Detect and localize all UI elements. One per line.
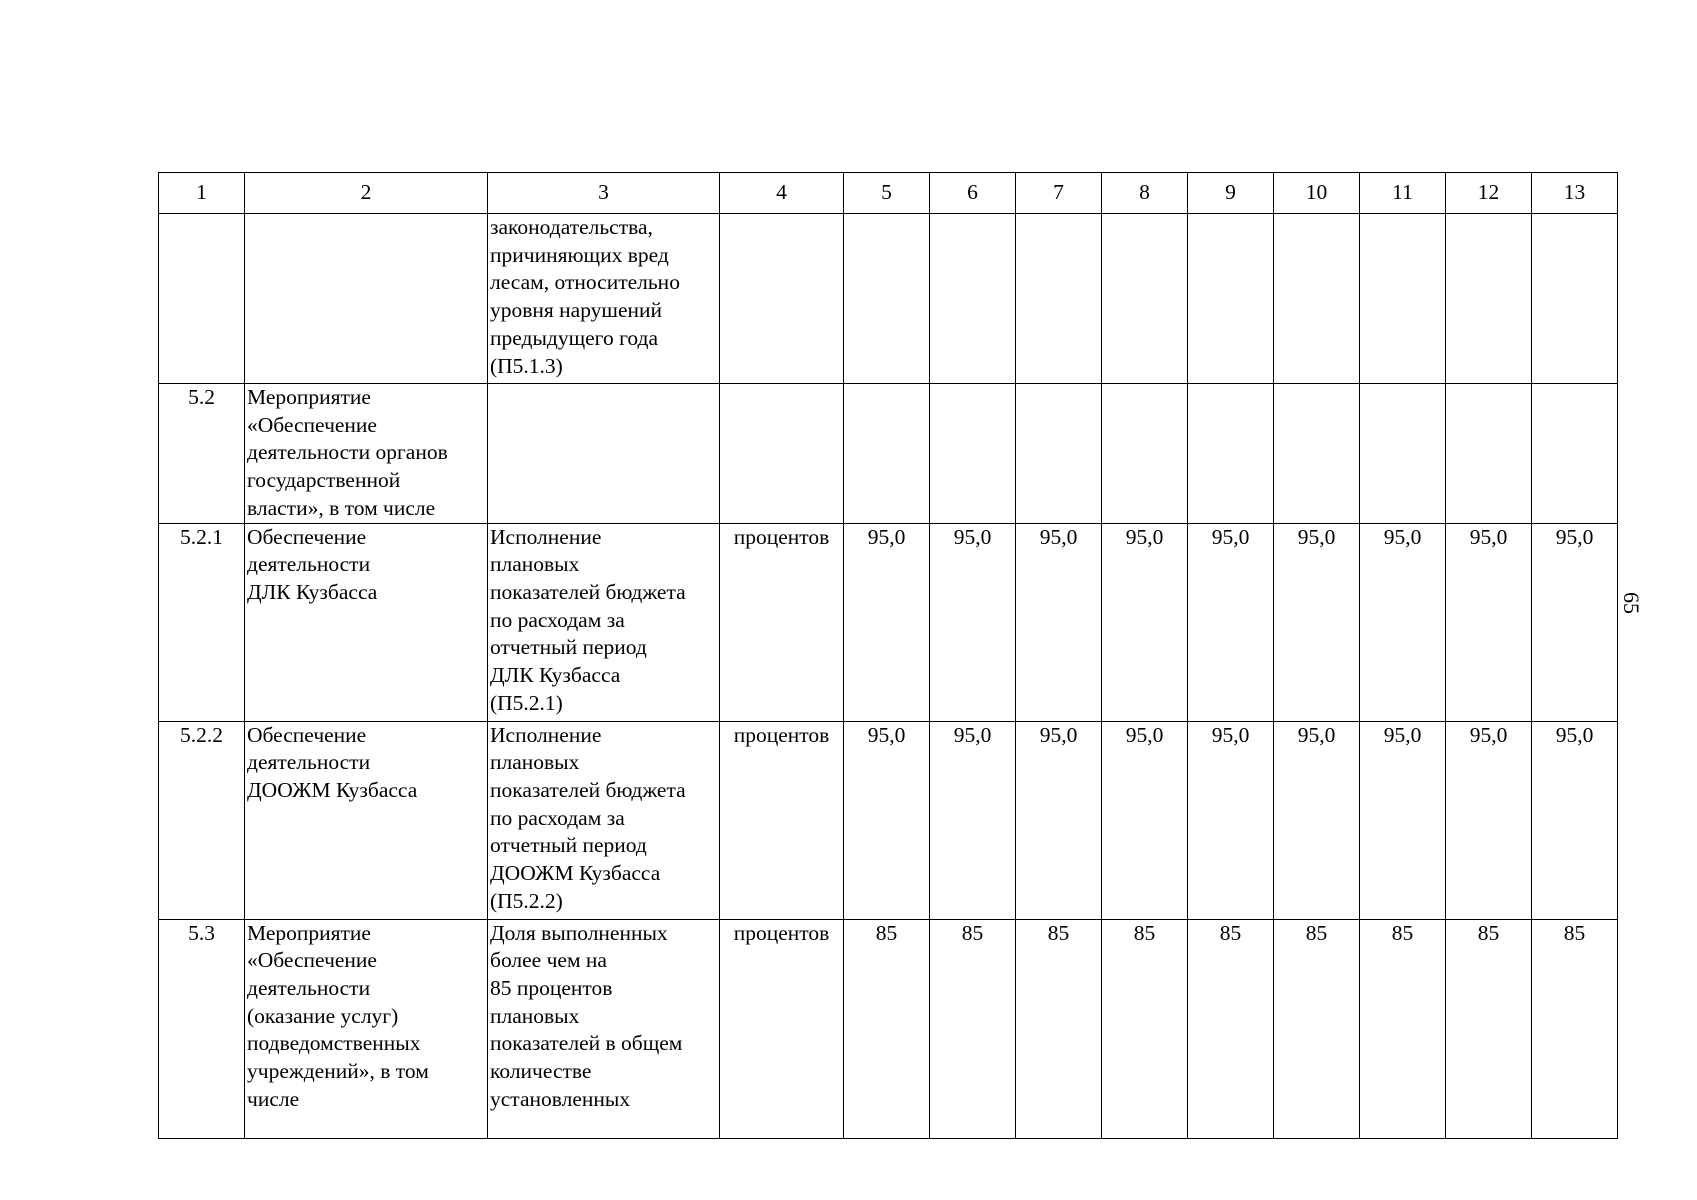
- value-cell: 85: [1188, 919, 1274, 1138]
- indicator-name-cell: Исполнение плановых показателей бюджета по расходам за отчетный период ДООЖМ Кузбасса (П5.2.2): [488, 721, 720, 919]
- row-number-cell: 5.2: [159, 384, 245, 524]
- value-cell: 95,0: [1102, 721, 1188, 919]
- column-header: 11: [1360, 173, 1446, 214]
- table-row: [159, 384, 1618, 524]
- value-cell: 95,0: [1102, 523, 1188, 721]
- value-cell: [930, 214, 1016, 384]
- table-row: [159, 523, 1618, 721]
- header-row: [159, 173, 1618, 214]
- value-cell: [1532, 214, 1618, 384]
- value-cell: 95,0: [1446, 721, 1532, 919]
- measure-name-cell: Мероприятие «Обеспечение деятельности (оказание услуг) подведомственных учреждений», в том числе: [245, 919, 488, 1138]
- table-body: [159, 214, 1618, 1139]
- value-cell: 85: [1102, 919, 1188, 1138]
- table-header: [159, 173, 1618, 214]
- column-header: 9: [1188, 173, 1274, 214]
- value-cell: 85: [930, 919, 1016, 1138]
- value-cell: 85: [1274, 919, 1360, 1138]
- value-cell: 95,0: [1532, 721, 1618, 919]
- column-header: 13: [1532, 173, 1618, 214]
- table-row: [159, 721, 1618, 919]
- indicator-table: [158, 172, 1618, 1139]
- value-cell: 85: [1016, 919, 1102, 1138]
- value-cell: [1360, 384, 1446, 524]
- value-cell: [1274, 384, 1360, 524]
- value-cell: 85: [1360, 919, 1446, 1138]
- value-cell: 95,0: [1016, 721, 1102, 919]
- indicator-name-cell: Доля выполненных более чем на 85 процентов плановых показателей в общем количестве установленных: [488, 919, 720, 1138]
- column-header: 7: [1016, 173, 1102, 214]
- value-cell: [1102, 214, 1188, 384]
- indicator-name-cell: законодательства, причиняющих вред лесам, относительно уровня нарушений предыдущего года (П5.1.3): [488, 214, 720, 384]
- value-cell: [1188, 384, 1274, 524]
- value-cell: 95,0: [1446, 523, 1532, 721]
- value-cell: 85: [844, 919, 930, 1138]
- unit-cell: [720, 214, 844, 384]
- table-row: [159, 919, 1618, 1138]
- indicator-name-cell: Исполнение плановых показателей бюджета по расходам за отчетный период ДЛК Кузбасса (П5.2.1): [488, 523, 720, 721]
- value-cell: [844, 384, 930, 524]
- value-cell: 95,0: [844, 721, 930, 919]
- value-cell: 95,0: [1016, 523, 1102, 721]
- row-number-cell: [159, 214, 245, 384]
- measure-name-cell: [245, 214, 488, 384]
- column-header: 4: [720, 173, 844, 214]
- column-header: 3: [488, 173, 720, 214]
- value-cell: 85: [1532, 919, 1618, 1138]
- value-cell: 95,0: [930, 523, 1016, 721]
- page-number: 65: [1619, 592, 1644, 614]
- value-cell: 95,0: [1274, 721, 1360, 919]
- value-cell: [1016, 384, 1102, 524]
- unit-cell: процентов: [720, 919, 844, 1138]
- value-cell: [1274, 214, 1360, 384]
- value-cell: 95,0: [1360, 523, 1446, 721]
- table-row: [159, 214, 1618, 384]
- column-header: 8: [1102, 173, 1188, 214]
- row-number-cell: 5.2.2: [159, 721, 245, 919]
- value-cell: [1446, 384, 1532, 524]
- value-cell: 95,0: [1274, 523, 1360, 721]
- value-cell: 95,0: [844, 523, 930, 721]
- value-cell: [930, 384, 1016, 524]
- unit-cell: процентов: [720, 523, 844, 721]
- row-number-cell: 5.2.1: [159, 523, 245, 721]
- value-cell: [1188, 214, 1274, 384]
- value-cell: 95,0: [1360, 721, 1446, 919]
- measure-name-cell: Обеспечение деятельности ДЛК Кузбасса: [245, 523, 488, 721]
- value-cell: 85: [1446, 919, 1532, 1138]
- value-cell: [1102, 384, 1188, 524]
- column-header: 1: [159, 173, 245, 214]
- value-cell: [844, 214, 930, 384]
- value-cell: [1532, 384, 1618, 524]
- value-cell: [1016, 214, 1102, 384]
- value-cell: 95,0: [1188, 523, 1274, 721]
- value-cell: [1446, 214, 1532, 384]
- value-cell: [1360, 214, 1446, 384]
- column-header: 5: [844, 173, 930, 214]
- column-header: 2: [245, 173, 488, 214]
- unit-cell: [720, 384, 844, 524]
- measure-name-cell: Обеспечение деятельности ДООЖМ Кузбасса: [245, 721, 488, 919]
- column-header: 6: [930, 173, 1016, 214]
- unit-cell: процентов: [720, 721, 844, 919]
- indicator-name-cell: [488, 384, 720, 524]
- value-cell: 95,0: [1532, 523, 1618, 721]
- row-number-cell: 5.3: [159, 919, 245, 1138]
- column-header: 10: [1274, 173, 1360, 214]
- value-cell: 95,0: [930, 721, 1016, 919]
- column-header: 12: [1446, 173, 1532, 214]
- value-cell: 95,0: [1188, 721, 1274, 919]
- measure-name-cell: Мероприятие «Обеспечение деятельности органов государственной власти», в том числе: [245, 384, 488, 524]
